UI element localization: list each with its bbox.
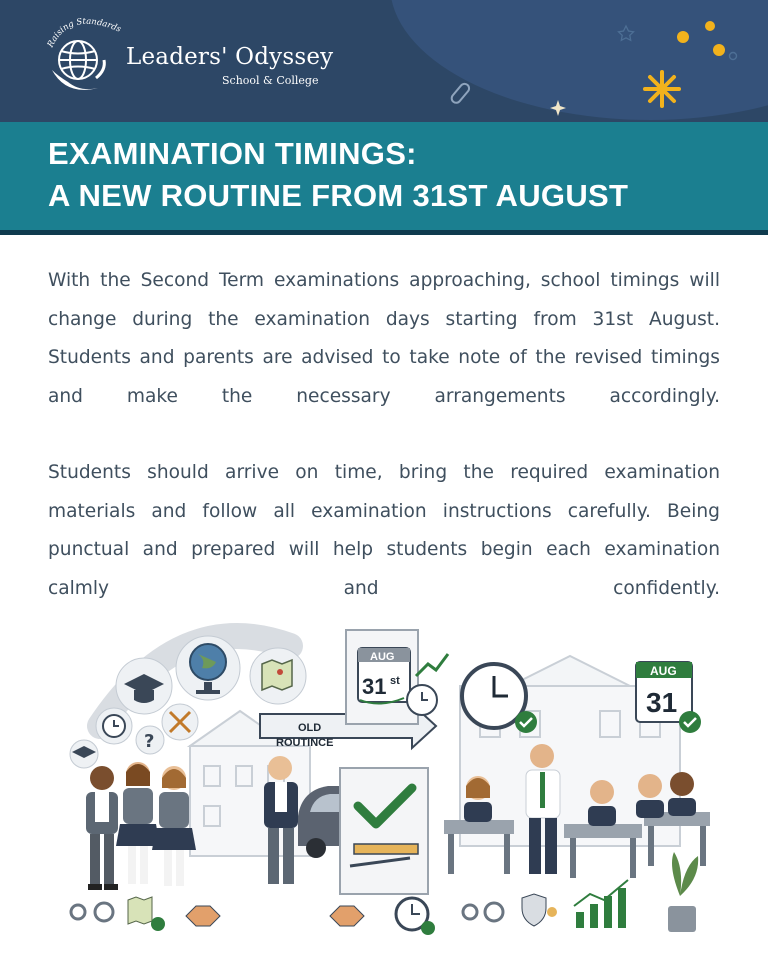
shield-key-icon bbox=[522, 894, 557, 926]
trend-arrow-icon bbox=[416, 654, 448, 676]
header-decorations bbox=[440, 10, 760, 120]
page-title-line-2: A NEW ROUTINE FROM 31ST AUGUST bbox=[48, 178, 629, 213]
calendar1-day: 31 bbox=[362, 674, 387, 699]
question-icon: ? bbox=[144, 731, 155, 752]
clock-icon bbox=[103, 715, 125, 737]
guidance-paragraph: Students should arrive on time, bring the required examination materials and follow all examination instructions carefully. Being punctual and prepared will help students begin each examination calmly and confidently. bbox=[48, 462, 720, 599]
clock-check-icon bbox=[396, 898, 435, 935]
map-icon bbox=[262, 660, 292, 690]
school-name: Leaders' Odyssey bbox=[126, 44, 334, 70]
exam-routine-illustration bbox=[40, 616, 730, 946]
page-title-line-1: EXAMINATION TIMINGS: bbox=[48, 136, 417, 171]
map-check-icon bbox=[128, 897, 165, 931]
old-routine-label-2: ROUTINCE bbox=[276, 737, 334, 749]
yellow-dot-icon bbox=[705, 21, 715, 31]
intro-paragraph: With the Second Term examinations approaching, school timings will change during the examination days starting from 31st August. Students and parents are advised to take note of the revised timings and make the necessary arrangements accordingly. bbox=[48, 270, 720, 407]
tagline-arc bbox=[0, 0, 140, 60]
growth-chart-icon bbox=[574, 880, 628, 928]
paperclip-icon bbox=[450, 82, 471, 105]
stopwatch-icon bbox=[407, 685, 437, 715]
yellow-dot-icon bbox=[677, 31, 689, 43]
sparkle-icon bbox=[550, 100, 566, 116]
calendar2-day: 31 bbox=[646, 687, 678, 718]
old-routine-label-1: OLD bbox=[298, 722, 322, 734]
handshake-icon bbox=[186, 906, 220, 926]
calendar1-suffix: st bbox=[390, 675, 400, 687]
calendar-31-card bbox=[636, 662, 701, 733]
calendar2-month: AUG bbox=[650, 664, 677, 678]
calendar1-month: AUG bbox=[370, 651, 395, 663]
wall-clock-icon bbox=[462, 664, 537, 733]
title-banner bbox=[0, 122, 768, 235]
header-banner bbox=[0, 0, 768, 122]
yellow-dot-icon bbox=[713, 44, 725, 56]
sparkle-burst-icon bbox=[645, 72, 679, 106]
tagline-text: Raising Standards bbox=[45, 16, 123, 50]
plant-icon bbox=[668, 852, 698, 932]
checklist-document-icon bbox=[340, 768, 428, 894]
calendar-31st-card bbox=[346, 630, 448, 724]
handshake-icon bbox=[330, 906, 364, 926]
svg-text:Raising Standards bbox=[45, 17, 123, 50]
star-outline-icon bbox=[619, 26, 634, 40]
school-subtitle: School & College bbox=[222, 74, 319, 87]
